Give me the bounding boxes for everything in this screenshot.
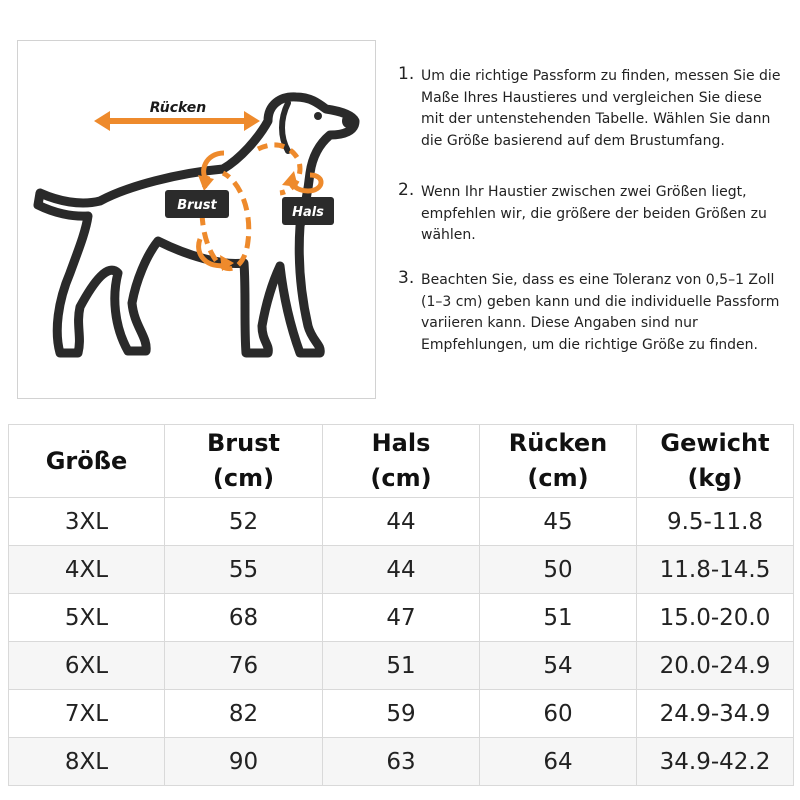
- step-number: 2.: [398, 180, 415, 200]
- cell-size: 4XL: [9, 546, 165, 594]
- cell-neck: 59: [323, 690, 480, 738]
- cell-chest: 52: [165, 498, 323, 546]
- cell-weight: 11.8-14.5: [637, 546, 794, 594]
- cell-neck: 47: [323, 594, 480, 642]
- cell-weight: 15.0-20.0: [637, 594, 794, 642]
- header-size: [9, 425, 165, 498]
- table-row: [9, 498, 794, 546]
- table-row: [9, 546, 794, 594]
- header-chest: [165, 425, 323, 498]
- cell-size: 6XL: [9, 642, 165, 690]
- cell-weight: 20.0-24.9: [637, 642, 794, 690]
- step-text: Um die richtige Passform zu finden, messen Sie die Maße Ihres Haustieres und vergleichen Sie diese mit der untenstehenden Tabelle. Wählen Sie dann die Größe basierend auf dem Brustumfang.: [421, 68, 781, 149]
- size-chart-table: [8, 424, 794, 786]
- cell-chest: 82: [165, 690, 323, 738]
- header-neck: [323, 425, 480, 498]
- cell-back: 50: [480, 546, 637, 594]
- dog-measurement-figure: [17, 40, 376, 399]
- header-neck-label: Hals: [371, 429, 431, 457]
- header-chest-label: Brust: [207, 429, 280, 457]
- step-text: Beachten Sie, dass es eine Toleranz von 0,5–1 Zoll (1–3 cm) geben kann und die individuelle Passform variieren kann. Diese Angaben sind nur Empfehlungen, um die richtige Größe zu finden.: [421, 272, 780, 353]
- header-size-label: Größe: [45, 446, 128, 475]
- cell-back: 45: [480, 498, 637, 546]
- header-weight-label: Gewicht: [660, 429, 770, 457]
- dog-eye: [314, 112, 322, 120]
- header-weight-unit: (kg): [687, 464, 743, 492]
- table-header-row: [9, 425, 794, 498]
- cell-weight: 34.9-42.2: [637, 738, 794, 786]
- header-back-unit: (cm): [527, 464, 589, 492]
- header-back-label: Rücken: [508, 429, 608, 457]
- cell-neck: 51: [323, 642, 480, 690]
- cell-weight: 24.9-34.9: [637, 690, 794, 738]
- cell-back: 60: [480, 690, 637, 738]
- neck-label: Hals: [292, 205, 324, 220]
- table-row: [9, 690, 794, 738]
- cell-back: 54: [480, 642, 637, 690]
- cell-chest: 55: [165, 546, 323, 594]
- cell-back: 64: [480, 738, 637, 786]
- step-number: 1.: [398, 64, 415, 84]
- cell-size: 5XL: [9, 594, 165, 642]
- cell-neck: 63: [323, 738, 480, 786]
- table-row: [9, 594, 794, 642]
- cell-size: 3XL: [9, 498, 165, 546]
- table-row: [9, 642, 794, 690]
- table-row: [9, 738, 794, 786]
- dog-illustration: [18, 41, 374, 397]
- cell-neck: 44: [323, 498, 480, 546]
- step-number: 3.: [398, 268, 415, 288]
- dog-nose: [342, 114, 354, 128]
- header-weight: [637, 425, 794, 498]
- header-back: [480, 425, 637, 498]
- cell-chest: 68: [165, 594, 323, 642]
- cell-back: 51: [480, 594, 637, 642]
- cell-chest: 76: [165, 642, 323, 690]
- cell-neck: 44: [323, 546, 480, 594]
- header-chest-unit: (cm): [212, 464, 275, 492]
- header-neck-unit: (cm): [370, 464, 432, 492]
- step-text: Wenn Ihr Haustier zwischen zwei Größen liegt, empfehlen wir, die größere der beiden Größen zu wählen.: [421, 184, 767, 243]
- cell-weight: 9.5-11.8: [637, 498, 794, 546]
- cell-size: 7XL: [9, 690, 165, 738]
- chest-label: Brust: [177, 198, 217, 213]
- back-label: Rücken: [149, 100, 207, 116]
- cell-chest: 90: [165, 738, 323, 786]
- cell-size: 8XL: [9, 738, 165, 786]
